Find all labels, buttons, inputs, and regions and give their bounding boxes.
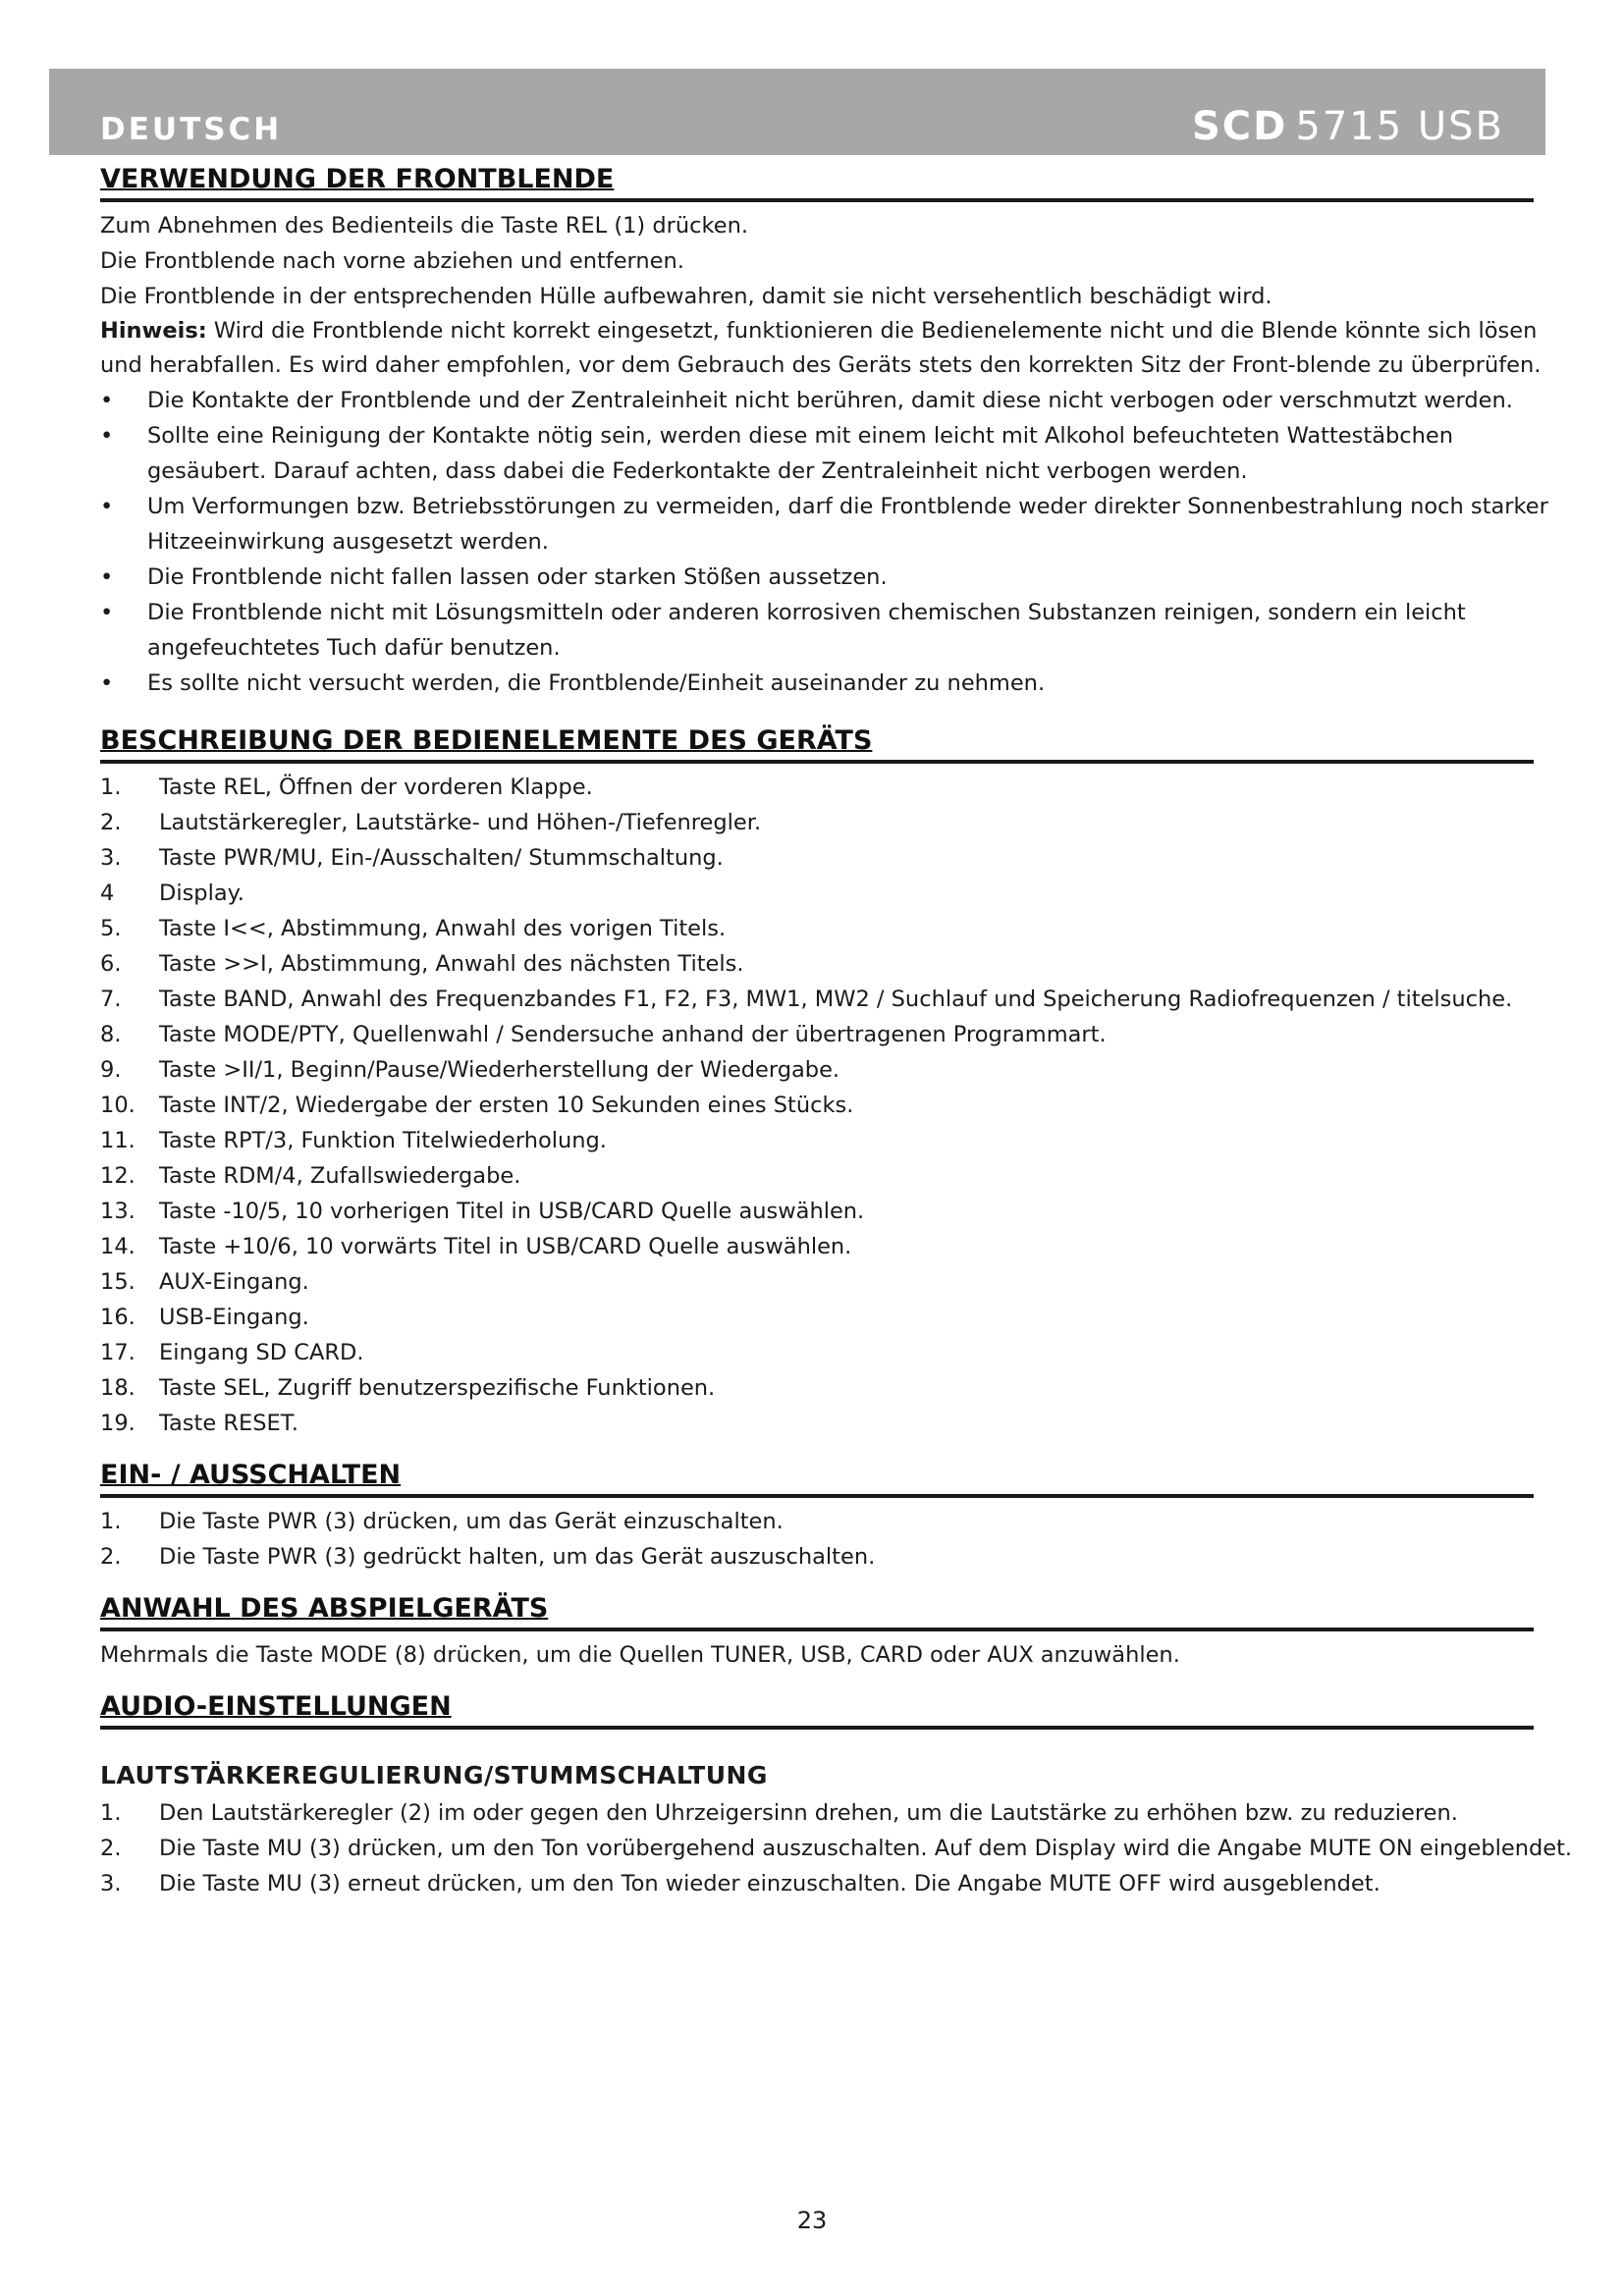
section-title-frontblende: VERWENDUNG DER FRONTBLENDE bbox=[100, 163, 1534, 202]
note-paragraph bbox=[100, 314, 1543, 383]
list-item: 1. Den Lautstärkeregler (2) im oder gegen den Uhrzeigersinn drehen, um die Lautstärke zu erhöhen bzw. zu reduzieren. bbox=[100, 1800, 1458, 1826]
paragraph: Mehrmals die Taste MODE (8) drücken, um die Quellen TUNER, USB, CARD oder AUX anzuwählen. bbox=[100, 1642, 1180, 1668]
model-brand: SCD bbox=[1192, 104, 1288, 149]
list-item: • Die Kontakte der Frontblende und der Zentraleinheit nicht berühren, damit diese nicht verbogen oder verschmutzt werden. bbox=[100, 388, 1513, 413]
list-item: 15. AUX-Eingang. bbox=[100, 1269, 309, 1295]
section-title-abspielgeraet: ANWAHL DES ABSPIELGERÄTS bbox=[100, 1592, 1534, 1631]
list-item: 6. Taste >>I, Abstimmung, Anwahl des nächsten Titels. bbox=[100, 951, 744, 977]
note-label: Hinweis: bbox=[100, 318, 207, 344]
list-item: 1. Taste REL, Öffnen der vorderen Klappe. bbox=[100, 774, 593, 800]
list-item: 2. Die Taste MU (3) drücken, um den Ton vorübergehend auszuschalten. Auf dem Display wird die Angabe MUTE ON eingeblendet. bbox=[100, 1836, 1573, 1861]
list-item: 3. Die Taste MU (3) erneut drücken, um den Ton wieder einzuschalten. Die Angabe MUTE OFF wird ausgeblendet. bbox=[100, 1871, 1380, 1896]
list-item: 5. Taste I<<, Abstimmung, Anwahl des vorigen Titels. bbox=[100, 916, 727, 941]
list-item: 17. Eingang SD CARD. bbox=[100, 1340, 364, 1365]
subsection-title: LAUTSTÄRKEREGULIERUNG/STUMMSCHALTUNG bbox=[100, 1761, 768, 1789]
paragraph: Die Frontblende in der entsprechenden Hülle aufbewahren, damit sie nicht versehentlich beschädigt wird. bbox=[100, 284, 1272, 309]
list-item: 16. USB-Eingang. bbox=[100, 1305, 309, 1330]
list-item: 3. Taste PWR/MU, Ein-/Ausschalten/ Stummschaltung. bbox=[100, 845, 724, 871]
list-item: 2. Lautstärkeregler, Lautstärke- und Höhen-/Tiefenregler. bbox=[100, 810, 762, 835]
page-header bbox=[49, 69, 1545, 155]
paragraph: Zum Abnehmen des Bedienteils die Taste REL (1) drücken. bbox=[100, 213, 748, 239]
section-title-audio: AUDIO-EINSTELLUNGEN bbox=[100, 1690, 1534, 1730]
list-item: 2. Die Taste PWR (3) gedrückt halten, um das Gerät auszuschalten. bbox=[100, 1544, 876, 1570]
list-item: 11. Taste RPT/3, Funktion Titelwiederholung. bbox=[100, 1128, 607, 1153]
section-title-ein-ausschalten: EIN- / AUSSCHALTEN bbox=[100, 1459, 1534, 1498]
list-item: 12. Taste RDM/4, Zufallswiedergabe. bbox=[100, 1163, 521, 1189]
list-item: 13. Taste -10/5, 10 vorherigen Titel in USB/CARD Quelle auswählen. bbox=[100, 1199, 865, 1224]
page-number: 23 bbox=[796, 2207, 828, 2234]
note-text: Wird die Frontblende nicht korrekt eingesetzt, funktionieren die Bedienelemente nicht und die Blende könnte sich lösen und herabfallen. Es wird daher empfohlen, vor dem Gebrauch des Geräts stets den korrekten Sitz der Front-blende zu überprüfen. bbox=[100, 318, 1542, 378]
model-name bbox=[1192, 104, 1504, 149]
paragraph: Die Frontblende nach vorne abziehen und entfernen. bbox=[100, 248, 684, 274]
list-item: 19. Taste RESET. bbox=[100, 1411, 298, 1436]
language-label: DEUTSCH bbox=[100, 112, 283, 147]
power-list bbox=[100, 1504, 1573, 1575]
list-item: 7. Taste BAND, Anwahl des Frequenzbandes F1, F2, F3, MW1, MW2 / Suchlauf und Speicherung Radiofrequenzen / titelsuche. bbox=[100, 987, 1513, 1012]
document-body bbox=[100, 163, 1573, 1901]
list-item: 18. Taste SEL, Zugriff benutzerspezifische Funktionen. bbox=[100, 1375, 716, 1401]
section-title-bedienelemente: BESCHREIBUNG DER BEDIENELEMENTE DES GERÄTS bbox=[100, 724, 1534, 764]
volume-list bbox=[100, 1795, 1573, 1901]
list-item: • Die Frontblende nicht fallen lassen oder starken Stößen aussetzen. bbox=[100, 564, 888, 590]
list-item: 9. Taste >II/1, Beginn/Pause/Wiederherstellung der Wiedergabe. bbox=[100, 1057, 840, 1083]
list-item: • Um Verformungen bzw. Betriebsstörungen zu vermeiden, darf die Frontblende weder direkter Sonnenbestrahlung noch starker Hitzeeinwirkung ausgesetzt werden. bbox=[100, 494, 1548, 555]
list-item: • Es sollte nicht versucht werden, die Frontblende/Einheit auseinander zu nehmen. bbox=[100, 670, 1046, 696]
bullet-list bbox=[100, 383, 1563, 701]
list-item: 4 Display. bbox=[100, 881, 244, 906]
model-number: 5715 USB bbox=[1295, 104, 1504, 149]
list-item: 1. Die Taste PWR (3) drücken, um das Gerät einzuschalten. bbox=[100, 1509, 784, 1534]
list-item: 8. Taste MODE/PTY, Quellenwahl / Sendersuche anhand der übertragenen Programmart. bbox=[100, 1022, 1107, 1047]
controls-list bbox=[100, 770, 1573, 1441]
list-item: • Die Frontblende nicht mit Lösungsmitteln oder anderen korrosiven chemischen Substanzen reinigen, sondern ein leicht angefeuchtetes Tuch dafür benutzen. bbox=[100, 600, 1466, 661]
list-item: • Sollte eine Reinigung der Kontakte nötig sein, werden diese mit einem leicht mit Alkohol befeuchteten Wattestäbchen gesäubert. Darauf achten, dass dabei die Federkontakte der Zentraleinheit nicht verbogen werden. bbox=[100, 423, 1453, 484]
list-item: 14. Taste +10/6, 10 vorwärts Titel in USB/CARD Quelle auswählen. bbox=[100, 1234, 852, 1259]
list-item: 10. Taste INT/2, Wiedergabe der ersten 10 Sekunden eines Stücks. bbox=[100, 1093, 854, 1118]
